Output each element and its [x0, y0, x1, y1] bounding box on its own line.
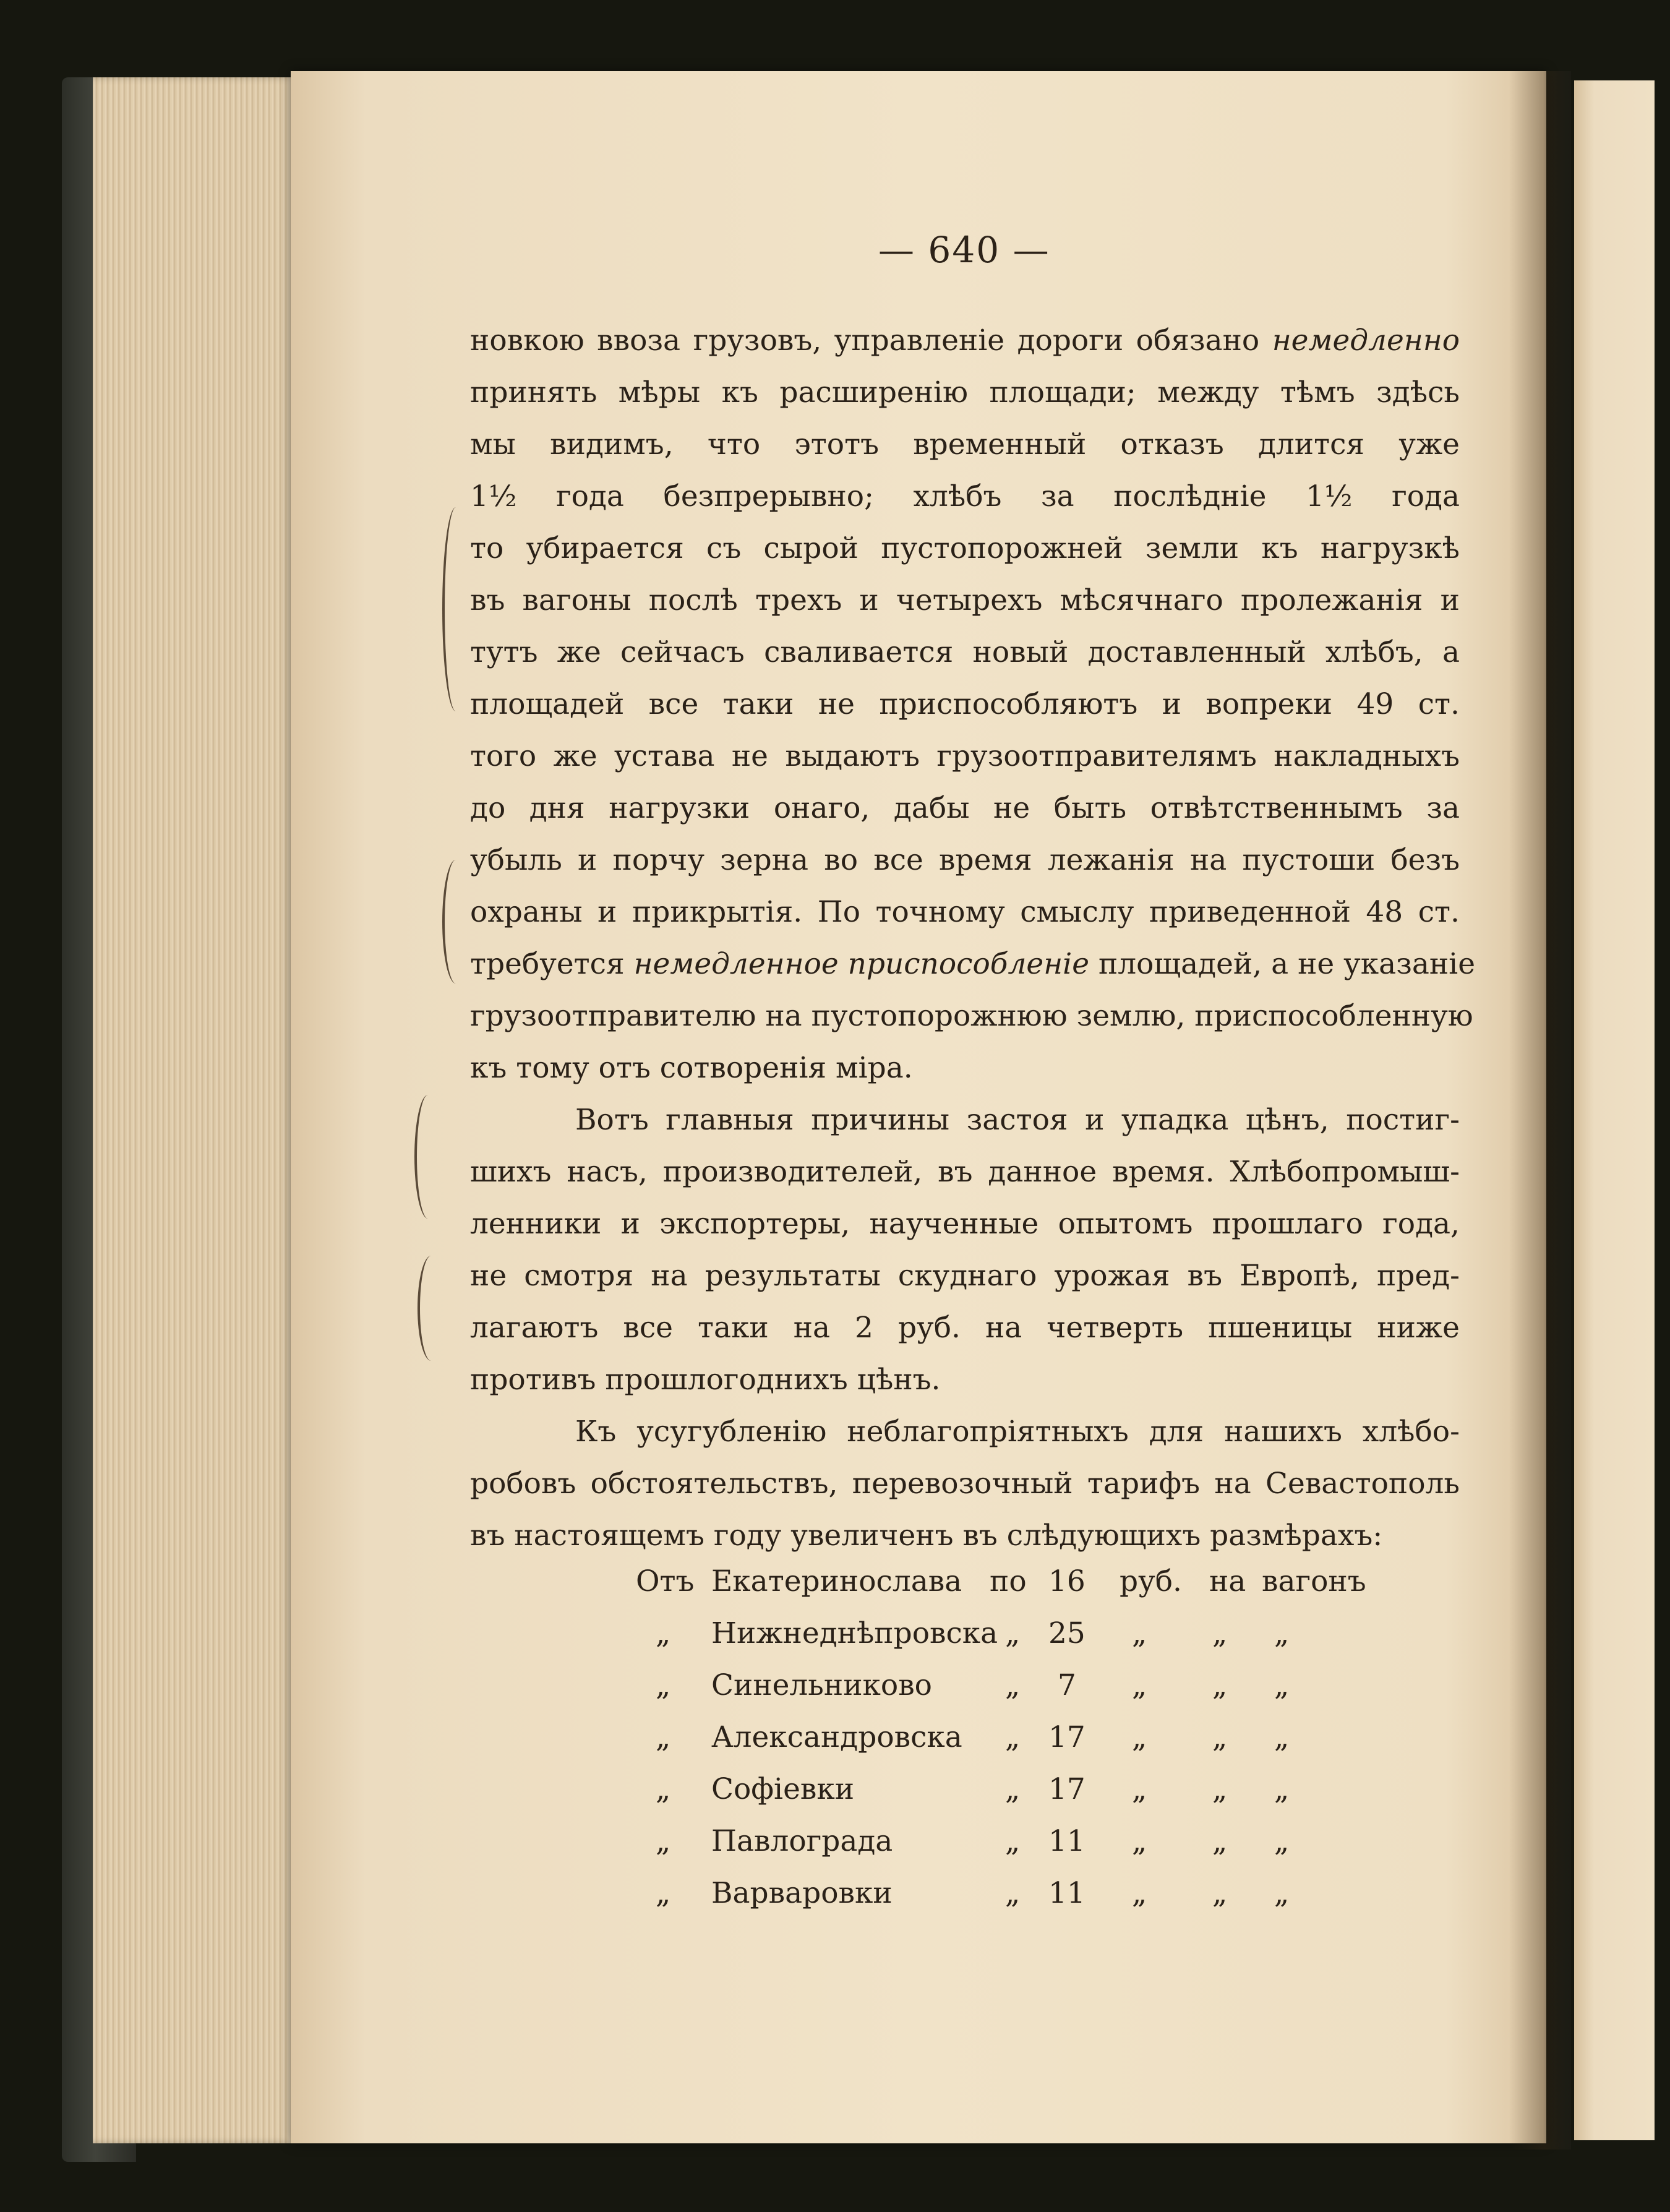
text-line: тутъ же сейчасъ сваливается новый доставленный хлѣбъ, а: [470, 635, 1460, 669]
text-line: робовъ обстоятельствъ, перевозочный тарифъ на Севастополь: [470, 1467, 1460, 1501]
text-line: того же устава не выдаютъ грузоотправителямъ накладныхъ: [470, 739, 1460, 773]
text-line: принять мѣры къ расширенію площади; между тѣмъ здѣсь: [470, 375, 1460, 409]
tariff-row-place: Павлограда: [711, 1824, 893, 1858]
ditto-mark: „: [1212, 1668, 1228, 1702]
ditto-mark: „: [1212, 1824, 1228, 1858]
tariff-row-amount: 11: [1048, 1824, 1086, 1858]
tariff-po: по: [990, 1564, 1027, 1598]
text-line: требуется немедленное приспособленіе площадей, а не указаніе: [470, 947, 1476, 981]
tariff-row-amount: 25: [1048, 1616, 1086, 1650]
ditto-mark: „: [656, 1772, 671, 1806]
ditto-mark: „: [1212, 1876, 1228, 1910]
ditto-mark: „: [1274, 1824, 1290, 1858]
text-line: ленники и экспортеры, наученные опытомъ прошлаго года,: [470, 1207, 1460, 1241]
text-line: шихъ насъ, производителей, въ данное время. Хлѣбопромыш-: [470, 1155, 1460, 1189]
text-line: противъ прошлогоднихъ цѣнъ.: [470, 1363, 941, 1397]
text-line: въ вагоны послѣ трехъ и четырехъ мѣсячнаго пролежанія и: [470, 583, 1460, 617]
tariff-na: на: [1209, 1564, 1246, 1598]
text-line: то убирается съ сырой пустопорожней земли къ нагрузкѣ: [470, 531, 1460, 565]
ditto-mark: „: [1274, 1668, 1290, 1702]
ditto-mark: „: [1005, 1616, 1021, 1650]
tariff-wagon: вагонъ: [1262, 1564, 1366, 1598]
ditto-mark: „: [1132, 1772, 1147, 1806]
tariff-row-amount: 11: [1048, 1876, 1086, 1910]
tariff-row-place: Александровска: [711, 1720, 962, 1754]
tariff-amount: 16: [1048, 1564, 1086, 1598]
text-line: до дня нагрузки онаго, дабы не быть отвѣтственнымъ за: [470, 791, 1460, 825]
text-line: 1½ года безпрерывно; хлѣбъ за послѣдніе 1½ года: [470, 479, 1460, 513]
text-line: не смотря на результаты скуднаго урожая въ Европѣ, пред-: [470, 1259, 1460, 1293]
ditto-mark: „: [656, 1668, 671, 1702]
tariff-place: Екатеринослава: [711, 1564, 962, 1598]
tariff-row-amount: 17: [1048, 1720, 1086, 1754]
ditto-mark: „: [1132, 1668, 1147, 1702]
pencil-margin-mark: [442, 507, 469, 711]
ditto-mark: „: [1274, 1720, 1290, 1754]
text-line: Къ усугубленію неблагопріятныхъ для нашихъ хлѣбо-: [575, 1415, 1460, 1449]
text-line: грузоотправителю на пустопорожнюю землю, приспособленную: [470, 999, 1473, 1033]
ditto-mark: „: [1005, 1772, 1021, 1806]
text-line: Вотъ главныя причины застоя и упадка цѣнъ, постиг-: [575, 1103, 1460, 1137]
tariff-row-amount: 7: [1058, 1668, 1076, 1702]
ditto-mark: „: [1005, 1876, 1021, 1910]
ditto-mark: „: [1005, 1824, 1021, 1858]
ditto-mark: „: [1212, 1616, 1228, 1650]
ditto-mark: „: [656, 1720, 671, 1754]
ditto-mark: „: [1005, 1720, 1021, 1754]
pencil-margin-mark: [414, 1095, 442, 1219]
pencil-margin-mark: [417, 1256, 445, 1361]
ditto-mark: „: [1212, 1720, 1228, 1754]
tariff-unit: руб.: [1120, 1564, 1182, 1598]
tariff-row-place: Нижнеднѣпровска: [711, 1616, 998, 1650]
text-line: площадей все таки не приспособляютъ и вопреки 49 ст.: [470, 687, 1460, 721]
text-line: въ настоящемъ году увеличенъ въ слѣдующихъ размѣрахъ:: [470, 1519, 1383, 1553]
text-line: къ тому отъ сотворенія міра.: [470, 1051, 913, 1085]
ditto-mark: „: [1132, 1720, 1147, 1754]
ditto-mark: „: [656, 1616, 671, 1650]
page-number: — 640 —: [878, 229, 1050, 271]
ditto-mark: „: [656, 1824, 671, 1858]
ditto-mark: „: [656, 1876, 671, 1910]
ditto-mark: „: [1274, 1876, 1290, 1910]
ditto-mark: „: [1132, 1876, 1147, 1910]
text-line: новкою ввоза грузовъ, управленіе дороги обязано немедленно: [470, 324, 1460, 358]
text-line: охраны и прикрытія. По точному смыслу приведенной 48 ст.: [470, 895, 1460, 929]
text-line: убыль и порчу зерна во все время лежанія на пустоши безъ: [470, 843, 1460, 877]
ditto-mark: „: [1274, 1616, 1290, 1650]
pencil-margin-mark: [442, 860, 469, 984]
tariff-row-place: Варваровки: [711, 1876, 893, 1910]
tariff-row-place: Софіевки: [711, 1772, 855, 1806]
tariff-from: Отъ: [636, 1564, 695, 1598]
tariff-row-place: Синельниково: [711, 1668, 932, 1702]
ditto-mark: „: [1274, 1772, 1290, 1806]
text-line: мы видимъ, что этотъ временный отказъ длится уже: [470, 427, 1460, 461]
ditto-mark: „: [1132, 1824, 1147, 1858]
tariff-row-amount: 17: [1048, 1772, 1086, 1806]
text-line: лагаютъ все таки на 2 руб. на четверть пшеницы ниже: [470, 1311, 1460, 1345]
ditto-mark: „: [1005, 1668, 1021, 1702]
ditto-mark: „: [1212, 1772, 1228, 1806]
ditto-mark: „: [1132, 1616, 1147, 1650]
